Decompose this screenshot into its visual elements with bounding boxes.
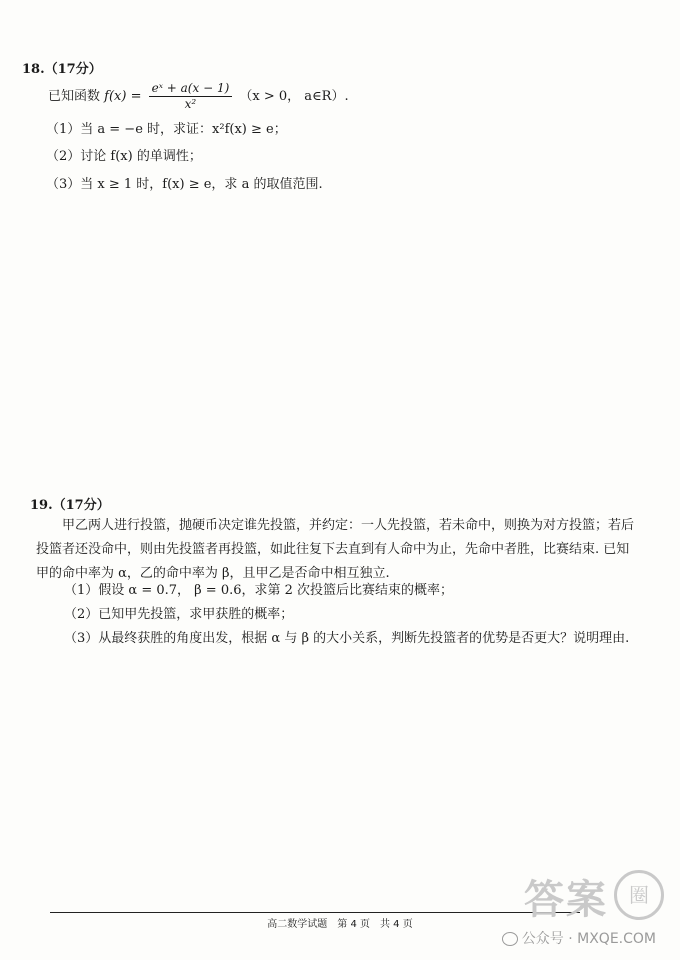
watermark-badge: 圈 — [614, 870, 664, 920]
q18-part-3: （3）当 x ≥ 1 时，f(x) ≥ e，求 a 的取值范围. — [46, 177, 323, 192]
q18-part-2: （2）讨论 f(x) 的单调性； — [46, 149, 202, 164]
q19-part-3: （3）从最终获胜的角度出发，根据 α 与 β 的大小关系，判断先投篮者的优势是否更大？说明理由. — [64, 631, 630, 646]
q19-part-1: （1）假设 α = 0.7， β = 0.6，求第 2 次投篮后比赛结束的概率； — [64, 583, 454, 598]
q18-fx: f(x) = — [104, 89, 142, 104]
q18-score: （17分） — [44, 62, 102, 77]
q18-part-1: （1）当 a = −e 时，求证：x²f(x) ≥ e； — [46, 122, 287, 137]
q18-stem-prefix: 已知函数 — [48, 89, 101, 104]
q19-part-2: （2）已知甲先投篮，求甲获胜的概率； — [64, 607, 294, 622]
q19-score: （17分） — [52, 498, 110, 513]
q18-frac-denominator: x² — [184, 97, 197, 111]
footer-rule — [50, 912, 580, 913]
q18-fraction — [149, 81, 233, 112]
watermark-caption — [502, 928, 656, 948]
q19-paragraph: 甲乙两人进行投篮，抛硬币决定谁先投篮，并约定：一人先投篮，若未命中，则换为对方投篮；若后投篮者还没命中，则由先投篮者再投篮，如此往复下去直到有人命中为止，先命中者胜，比赛结束. 已知甲的命中率为 α，乙的命中率为 β，且甲乙是否命中相互独立. — [36, 518, 635, 581]
q18-stem-suffix: （x > 0， a∈R）. — [239, 89, 349, 104]
page-footer: 高二数学试题 第 4 页 共 4 页 — [267, 919, 413, 930]
wechat-icon — [502, 932, 518, 946]
q18-heading — [22, 58, 102, 77]
q18-number: 18. — [22, 62, 45, 77]
q18-frac-numerator: eˣ + a(x − 1) — [149, 81, 233, 97]
q19-number: 19. — [30, 498, 53, 513]
watermark-caption-text: 公众号 · MXQE.COM — [521, 931, 656, 947]
watermark-logo: 答案 — [524, 877, 608, 923]
q18-stem — [48, 80, 349, 114]
q19-heading — [30, 494, 110, 513]
